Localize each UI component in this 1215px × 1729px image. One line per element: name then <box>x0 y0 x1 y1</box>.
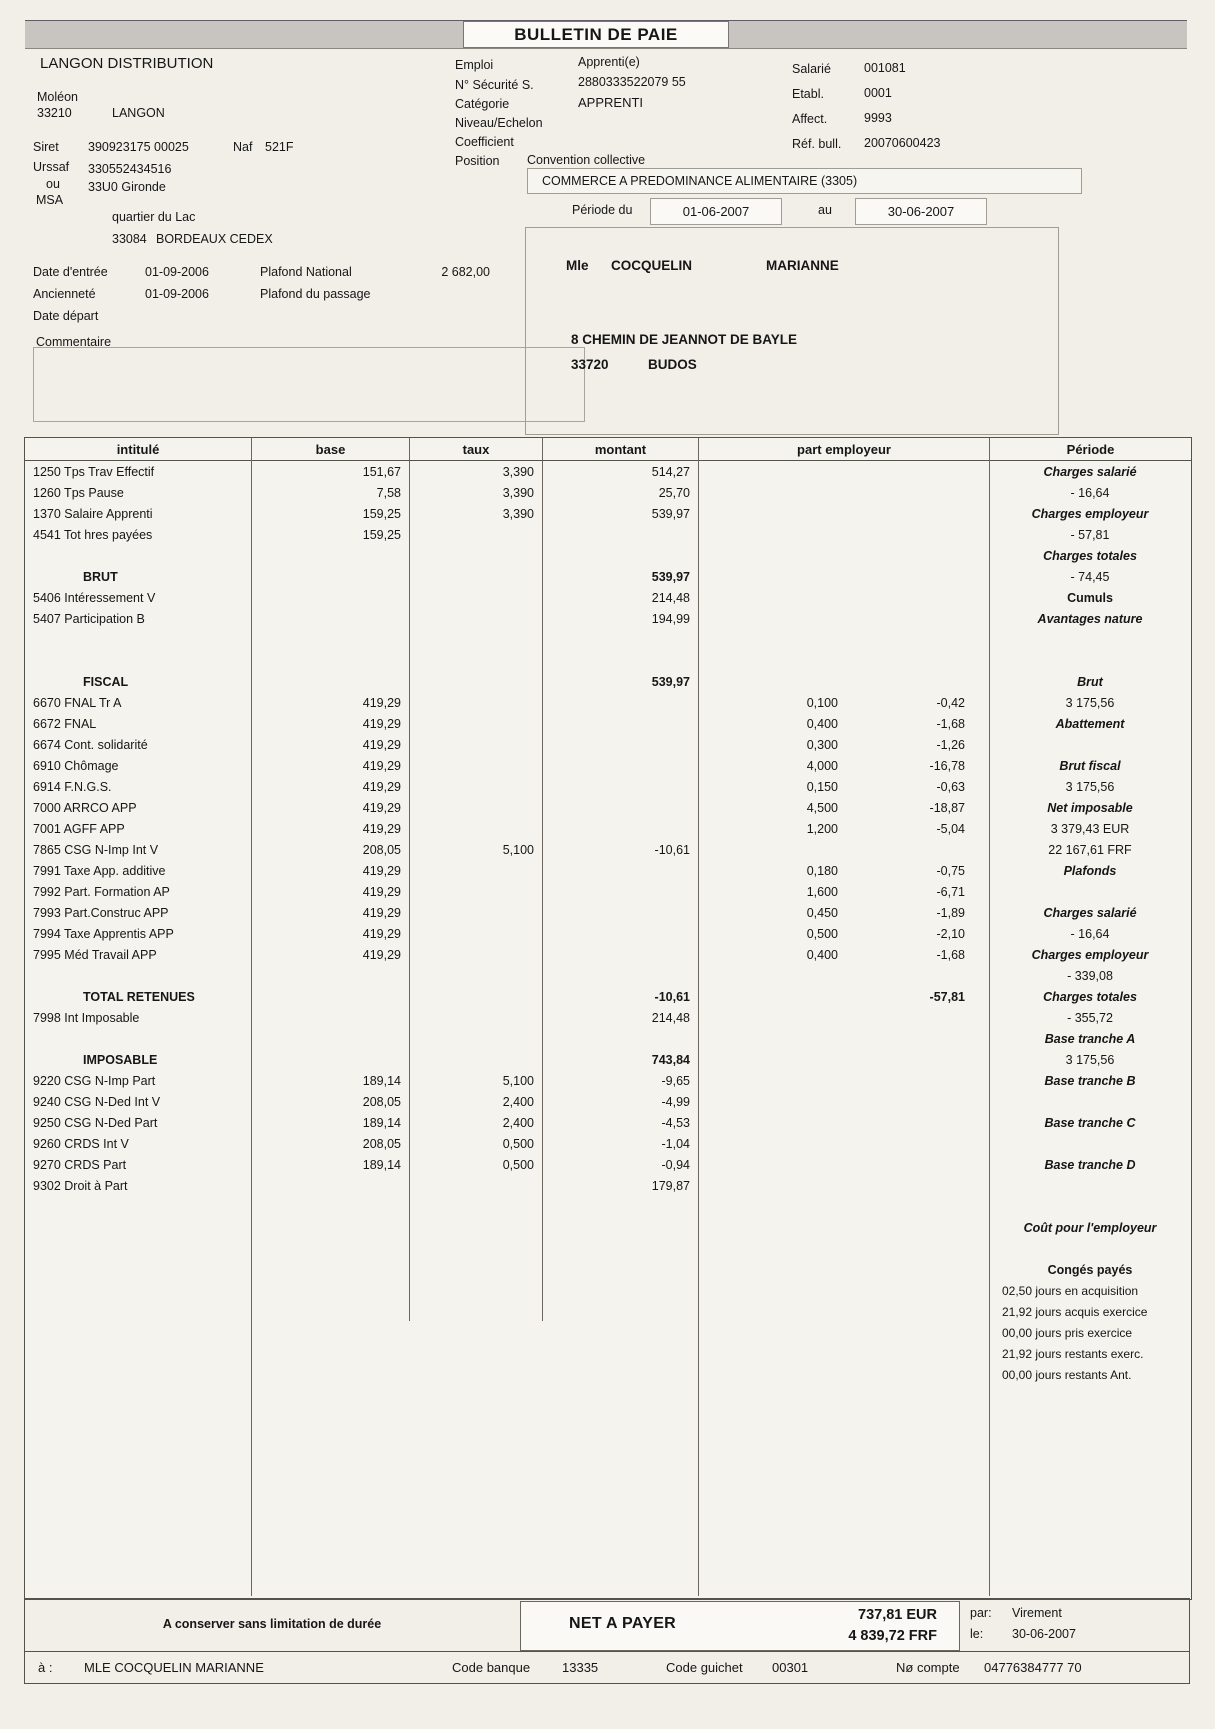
naf-value: 521F <box>265 140 294 154</box>
etabl-value: 0001 <box>864 86 892 100</box>
msa-label: MSA <box>36 193 64 207</box>
table-row: 1370 Salaire Apprenti 159,25 3,390 539,97 Charges employeur <box>33 506 1149 521</box>
plafond-national-value: 2 682,00 <box>441 265 490 279</box>
ref-bull-label: Réf. bull. <box>792 137 842 151</box>
table-row: 7993 Part.Construc APP 419,29 0,450 -1,89 Charges salarié <box>33 905 1137 920</box>
periode-du-label: Période du <box>572 203 633 217</box>
employer-street: Moléon <box>37 90 78 104</box>
column-divider <box>989 438 990 1596</box>
table-row: IMPOSABLE 743,84 3 175,56 <box>83 1052 1115 1067</box>
ou-label: ou <box>46 177 60 191</box>
siret-value: 390923175 00025 <box>88 140 189 154</box>
entree-label: Date d'entrée <box>33 265 108 279</box>
table-row <box>25 629 1191 650</box>
employee-street: 8 CHEMIN DE JEANNOT DE BAYLE <box>571 332 798 347</box>
table-row: - 339,08 <box>1067 968 1113 983</box>
table-row: 7998 Int Imposable 214,48 - 355,72 <box>33 1010 1113 1025</box>
recipient-label: à : <box>38 1660 53 1675</box>
etabl-label: Etabl. <box>792 87 824 101</box>
emploi-label: Emploi <box>455 58 494 72</box>
table-row: FISCAL 539,97 Brut <box>83 674 1103 689</box>
naf-label: Naf <box>233 140 253 154</box>
anciennete-label: Ancienneté <box>33 287 96 301</box>
table-row: 00,00 jours pris exercice <box>1002 1325 1133 1340</box>
employee-box <box>525 227 1059 435</box>
commentaire-box <box>33 347 585 422</box>
coefficient-label: Coefficient <box>455 135 514 149</box>
urssaf-street: quartier du Lac <box>112 210 196 224</box>
header-taux: taux <box>409 438 542 460</box>
secu-value: 2880333522079 55 <box>578 75 686 89</box>
table-row: 6914 F.N.G.S. 419,29 0,150 -0,63 3 175,56 <box>33 779 1115 794</box>
convention-box <box>527 168 1082 194</box>
table-row: 21,92 jours restants exerc. <box>1002 1346 1144 1361</box>
categorie-label: Catégorie <box>455 97 510 111</box>
periode-au-value: 30-06-2007 <box>855 198 987 225</box>
table-row: 7001 AGFF APP 419,29 1,200 -5,04 3 379,43 EUR <box>33 821 1130 836</box>
entree-value: 01-09-2006 <box>145 265 209 279</box>
net-amounts <box>848 1605 937 1647</box>
table-row: 02,50 jours en acquisition <box>1002 1283 1139 1298</box>
table-row: 9260 CRDS Int V 208,05 0,500 -1,04 <box>33 1136 690 1151</box>
recipient-value: MLE COCQUELIN MARIANNE <box>84 1660 264 1675</box>
net-frf: 4 839,72 FRF <box>848 1628 937 1644</box>
table-row: 7994 Taxe Apprentis APP 419,29 0,500 -2,10 - 16,64 <box>33 926 1110 941</box>
urssaf-dept: 33U0 Gironde <box>88 180 166 194</box>
net-a-payer-label: NET A PAYER <box>569 1615 677 1632</box>
table-row: 9250 CSG N-Ded Part 189,14 2,400 -4,53 Base tranche C <box>33 1115 1136 1130</box>
employee-city: BUDOS <box>648 357 697 372</box>
employer-zip: 33210 <box>37 106 72 120</box>
employee-zip: 33720 <box>571 357 609 372</box>
table-row: TOTAL RETENUES -10,61 -57,81 Charges totales <box>83 989 1137 1004</box>
column-divider <box>542 461 543 1321</box>
affect-value: 9993 <box>864 111 892 125</box>
employee-last-name: COCQUELIN <box>611 258 692 273</box>
table-row: 7865 CSG N-Imp Int V 208,05 5,100 -10,61 22 167,61 FRF <box>33 842 1132 857</box>
secu-label: N° Sécurité S. <box>455 78 534 92</box>
urssaf-zip: 33084 <box>112 232 147 246</box>
pay-method-value: Virement <box>1012 1606 1062 1620</box>
code-guichet-value: 00301 <box>772 1660 809 1675</box>
periode-au-label: au <box>818 203 832 217</box>
table-row: 1260 Tps Pause 7,58 3,390 25,70 - 16,64 <box>33 485 1110 500</box>
table-row: Coût pour l'employeur <box>1023 1220 1157 1235</box>
pay-date-label: le: <box>970 1627 984 1641</box>
salarie-label: Salarié <box>792 62 831 76</box>
net-a-payer-box <box>520 1601 960 1651</box>
keep-notice: A conserver sans limitation de durée <box>162 1617 382 1631</box>
table-row: 5406 Intéressement V 214,48 Cumuls <box>33 590 1113 605</box>
employer-name: LANGON DISTRIBUTION <box>40 55 214 72</box>
position-label: Position <box>455 154 500 168</box>
table-row: 9220 CSG N-Imp Part 189,14 5,100 -9,65 Base tranche B <box>33 1073 1136 1088</box>
code-banque-value: 13335 <box>562 1660 599 1675</box>
table-row: 5407 Participation B 194,99 Avantages nature <box>33 611 1143 626</box>
header-base: base <box>251 438 409 460</box>
numero-compte-value: 04776384777 70 <box>984 1660 1082 1675</box>
emploi-value: Apprenti(e) <box>578 55 640 69</box>
pay-method-label: par: <box>970 1606 992 1620</box>
header-part-employeur: part employeur <box>698 438 989 460</box>
table-row: 6670 FNAL Tr A 419,29 0,100 -0,42 3 175,56 <box>33 695 1115 710</box>
employee-first-name: MARIANNE <box>766 258 839 273</box>
pay-table <box>24 437 1192 1600</box>
table-row <box>25 1238 1191 1259</box>
table-row: Congés payés <box>1047 1262 1133 1277</box>
urssaf-city: BORDEAUX CEDEX <box>156 232 273 246</box>
urssaf-number: 330552434516 <box>88 162 172 176</box>
siret-label: Siret <box>33 140 59 154</box>
table-row: 7991 Taxe App. additive 419,29 0,180 -0,75 Plafonds <box>33 863 1117 878</box>
table-row: 7995 Méd Travail APP 419,29 0,400 -1,68 Charges employeur <box>33 947 1149 962</box>
code-banque-label: Code banque <box>452 1660 531 1675</box>
urssaf-label: Urssaf <box>33 160 70 174</box>
header-montant: montant <box>542 438 698 460</box>
table-row: 1250 Tps Trav Effectif 151,67 3,390 514,27 Charges salarié <box>33 464 1137 479</box>
table-row: 9270 CRDS Part 189,14 0,500 -0,94 Base tranche D <box>33 1157 1136 1172</box>
table-row: 21,92 jours acquis exercice <box>1002 1304 1148 1319</box>
column-divider <box>698 438 699 1596</box>
table-row: 6910 Chômage 419,29 4,000 -16,78 Brut fiscal <box>33 758 1121 773</box>
pay-table-body <box>25 461 1191 1385</box>
code-guichet-label: Code guichet <box>666 1660 743 1675</box>
niveau-label: Niveau/Echelon <box>455 116 543 130</box>
convention-label: Convention collective <box>527 153 646 167</box>
employee-civility: Mle <box>566 258 589 273</box>
table-row: 7992 Part. Formation AP 419,29 1,600 -6,71 <box>33 884 965 899</box>
table-row: 9302 Droit à Part 179,87 <box>33 1178 690 1193</box>
salarie-value: 001081 <box>864 61 906 75</box>
categorie-value: APPRENTI <box>578 95 644 110</box>
table-row <box>25 650 1191 671</box>
table-row: 6674 Cont. solidarité 419,29 0,300 -1,26 <box>33 737 965 752</box>
page-title: BULLETIN DE PAIE <box>463 21 729 48</box>
net-eur: 737,81 EUR <box>858 1607 937 1623</box>
employer-city: LANGON <box>112 106 165 120</box>
affect-label: Affect. <box>792 112 828 126</box>
convention-value: COMMERCE A PREDOMINANCE ALIMENTAIRE (3305) <box>542 174 858 188</box>
column-divider <box>409 461 410 1321</box>
anciennete-value: 01-09-2006 <box>145 287 209 301</box>
pay-table-header <box>25 438 1191 461</box>
table-row: Base tranche A <box>1044 1031 1136 1046</box>
depart-label: Date départ <box>33 309 99 323</box>
table-row <box>25 1196 1191 1217</box>
header-intitule: intitulé <box>116 441 160 457</box>
table-row: 6672 FNAL 419,29 0,400 -1,68 Abattement <box>33 716 1125 731</box>
table-row: BRUT 539,97 - 74,45 <box>83 569 1110 584</box>
table-row: Charges totales <box>1043 548 1137 563</box>
plafond-national-label: Plafond National <box>260 265 352 279</box>
commentaire-label: Commentaire <box>36 335 112 349</box>
table-row: 00,00 jours restants Ant. <box>1002 1367 1132 1382</box>
periode-du-value: 01-06-2007 <box>650 198 782 225</box>
table-row: 7000 ARRCO APP 419,29 4,500 -18,87 Net imposable <box>33 800 1133 815</box>
ref-bull-value: 20070600423 <box>864 136 941 150</box>
table-row: 9240 CSG N-Ded Int V 208,05 2,400 -4,99 <box>33 1094 690 1109</box>
pay-date-value: 30-06-2007 <box>1012 1627 1076 1641</box>
plafond-passage-label: Plafond du passage <box>260 287 371 301</box>
header-periode: Période <box>989 438 1191 460</box>
column-divider <box>251 438 252 1596</box>
numero-compte-label: Nø compte <box>896 1660 960 1675</box>
table-row: 4541 Tot hres payées 159,25 - 57,81 <box>33 527 1110 542</box>
